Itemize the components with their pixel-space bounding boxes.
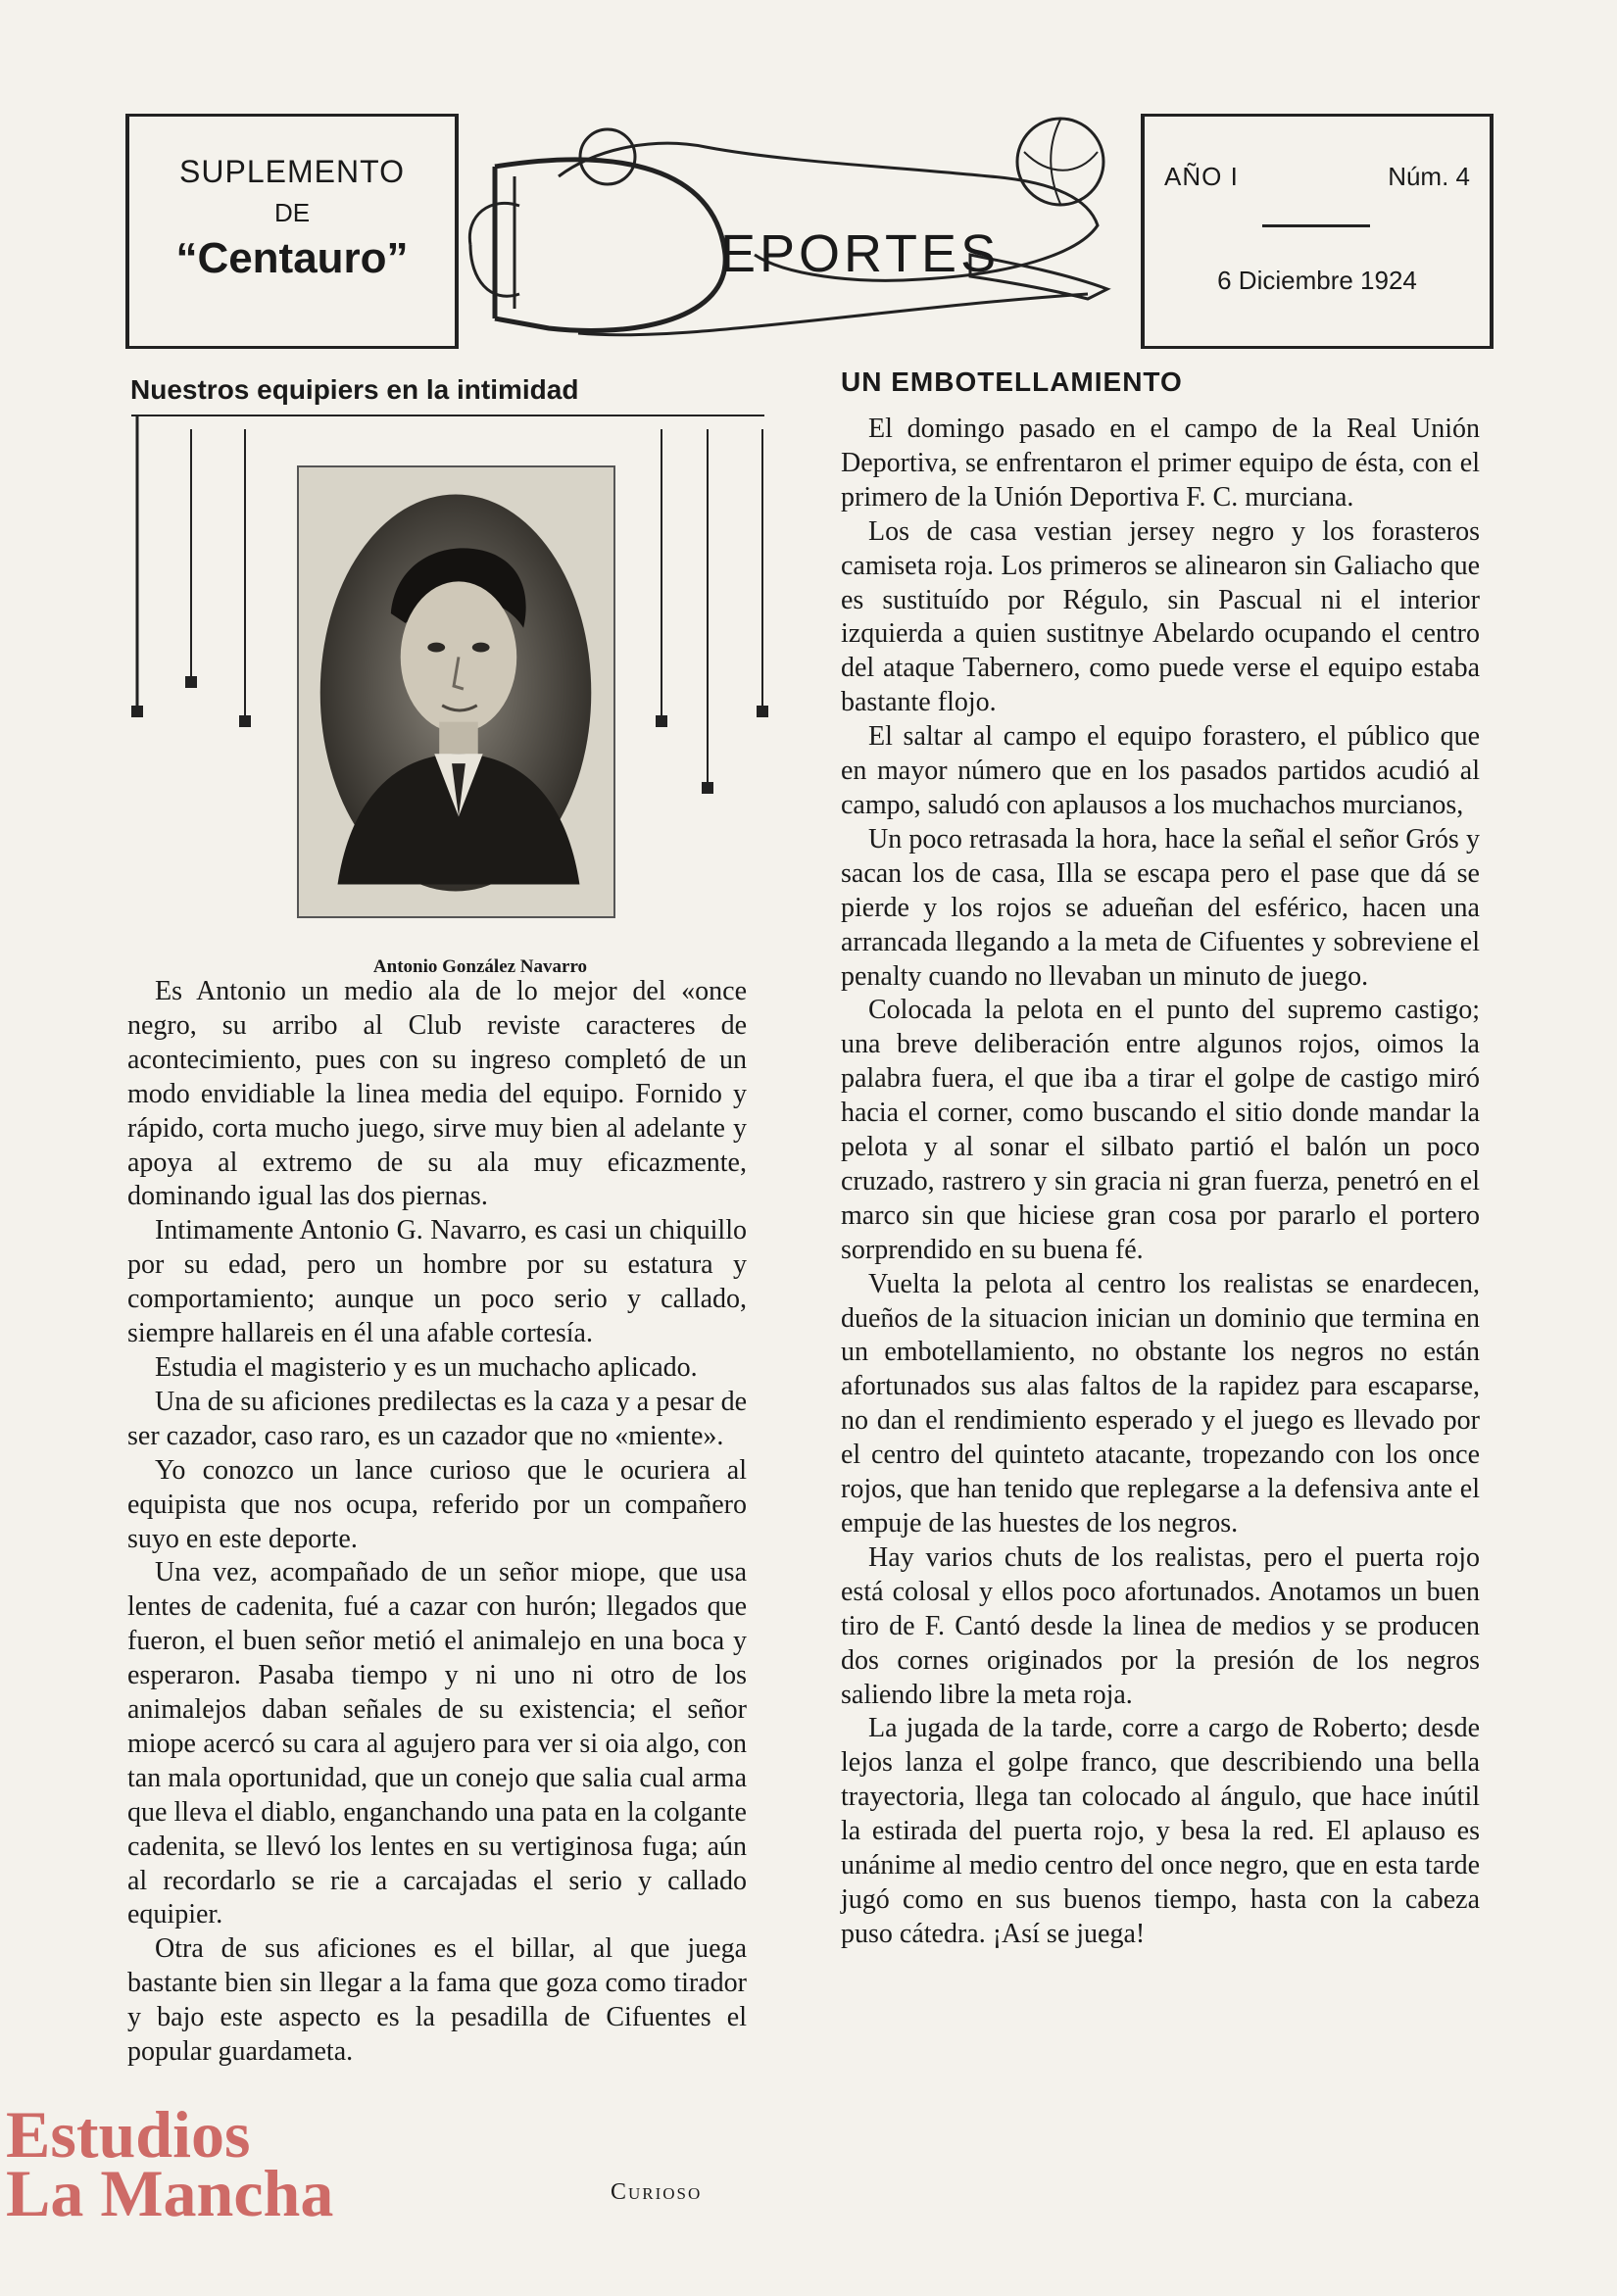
supplement-de: DE <box>273 198 311 227</box>
right-article-body <box>841 413 1480 1952</box>
left-paragraph: Estudia el magisterio y es un muchacho aplicado. <box>155 1351 698 1383</box>
publication-name: “Centauro” <box>175 234 409 282</box>
right-paragraph: El saltar al campo el equipo forastero, el público que en mayor número que en los pasados partidos acudió al campo, saludó con aplausos a los muchachos murcianos, <box>841 721 1480 820</box>
portrait-caption: Antonio González Navarro <box>372 956 588 977</box>
portrait-image <box>299 467 613 916</box>
author-signature: Curioso <box>611 2179 703 2205</box>
watermark-line-1: Estudios <box>6 2097 251 2172</box>
left-article-body <box>127 975 747 2070</box>
right-paragraph: La jugada de la tarde, corre a cargo de Roberto; desde lejos lanza el golpe franco, que describiendo una bella trayectoria, llega tan colocado al ángulo, que hace inútil la estirada del puerta rojo, y besa la red. El aplauso es unánime al medio centro del once negro, que en esta tarde jugó como en sus buenos tiempo, hasta con la cabeza puso cátedra. ¡Así se juega! <box>841 1713 1480 1949</box>
left-paragraph: Una vez, acompañado de un señor miope, que usa lentes de cadenita, fué a cazar con hurón; llegados que fueron, el buen señor metió el animalejo en una boca y esperaron. Pasaba tiempo y ni uno ni otro de los animalejos daban señales de su existencia; el señor miope acercó su cara al agujero para ver si oia algo, con tan mala oportunidad, que un conejo que salia cual arma que lleva el diablo, enganchando una pata en la colgante cadenita, se llevó los lentes en su vertiginosa fuga; aún al recordarlo se rie a carcajadas el serio y callado equipier. <box>127 1557 747 1930</box>
left-paragraph: Yo conozco un lance curioso que le ocuriera al equipista que nos ocupa, referido por un compañero suyo en este deporte. <box>127 1454 747 1554</box>
right-paragraph: Un poco retrasada la hora, hace la señal el señor Grós y sacan los de casa, Illa se escapa pero el pase que dá se pierde y los rojos se adueñan del esférico, hacen una arrancada llegando a la meta de Cifuentes y sobreviene el penalty cuando no llevaban un minuto de juego. <box>841 823 1480 992</box>
supplement-label: SUPLEMENTO <box>179 154 405 189</box>
year-label: AÑO I <box>1164 162 1239 191</box>
portrait-photo <box>297 465 615 918</box>
issue-divider <box>1262 224 1370 227</box>
issue-date: 6 Diciembre 1924 <box>1217 266 1417 295</box>
right-article-heading: UN EMBOTELLAMIENTO <box>841 366 1183 397</box>
supplement-box <box>125 114 459 349</box>
logo-word: EPORTES <box>720 224 1001 283</box>
right-paragraph: Vuelta la pelota al centro los realistas se enardecen, dueños de la situacion inician un dominio que termina en un embotellamiento, no obstante los negros no están afortunados sus alas faltos de la rapidez para escaparse, no dan el rendimiento esperado y el juego es llevado por el centro del quinteto atacante, tropezando con los once rojos, que han tenido que replegarse a la defensiva ante el empuje de las huestes de los negros. <box>841 1268 1480 1539</box>
watermark-line-2: La Mancha <box>6 2156 334 2230</box>
archive-watermark <box>0 2097 398 2230</box>
right-paragraph: Los de casa vestian jersey negro y los forasteros camiseta roja. Los primeros se alinearon sin Galiacho que es sustituído por Régulo, sin Pascual ni el interior izquierda a quien sustitnye Abelardo ocupando el centro del ataque Tabernero, como puede verse el equipo estaba bastante flojo. <box>841 515 1480 718</box>
issue-number: Núm. 4 <box>1388 162 1470 191</box>
right-paragraph: El domingo pasado en el campo de la Real Unión Deportiva, se enfrentaron el primer equipo de ésta, con el primero de la Unión Deportiva F. C. murciana. <box>841 414 1480 513</box>
left-paragraph: Otra de sus aficiones es el billar, al que juega bastante bien sin llegar a la fama que goza como tirador y bajo este aspecto es la pesadilla de Cifuentes el popular guardameta. <box>127 1933 747 2068</box>
left-paragraph: Intimamente Antonio G. Navarro, es casi un chiquillo por su edad, pero un hombre por su estatura y comportamiento; aunque un poco serio y callado, siempre hallareis en él una afable cortesía. <box>127 1215 747 1349</box>
left-article-heading: Nuestros equipiers en la intimidad <box>130 374 579 405</box>
right-paragraph: Colocada la pelota en el punto del supremo castigo; una breve deliberación entre algunos rojos, oimos la palabra fuera, el que iba a tirar el golpe de castigo miró hacia el corner, como buscando el sitio donde mandar la pelota y al sonar el silbato partió el balón un poco cruzado, rastrero y sin gracia ni gran fuerza, penetró en el marco sin que hiciese gran cosa por pararlo el portero sorprendido en su buena fé. <box>841 995 1480 1265</box>
issue-box <box>1141 114 1494 349</box>
left-paragraph: Una de su aficiones predilectas es la caza y a pesar de ser cazador, caso raro, es un cazador que no «miente». <box>127 1386 747 1451</box>
left-paragraph: Es Antonio un medio ala de lo mejor del «once negro, su arribo al Club reviste caracteres de acontecimiento, pues con su ingreso completó de un modo envidiable la linea media del equipo. Fornido y rápido, corta mucho juego, sirve muy bien al adelante y apoya al extremo de su ala muy eficazmente, dominando igual las dos piernas. <box>127 976 747 1212</box>
right-paragraph: Hay varios chuts de los realistas, pero el puerta rojo está colosal y ellos poco afortunados. Anotamos un buen tiro de F. Cantó desde la linea de medios y se producen dos cornes originados por la presión de los negros saliendo libre la meta roja. <box>841 1541 1480 1710</box>
